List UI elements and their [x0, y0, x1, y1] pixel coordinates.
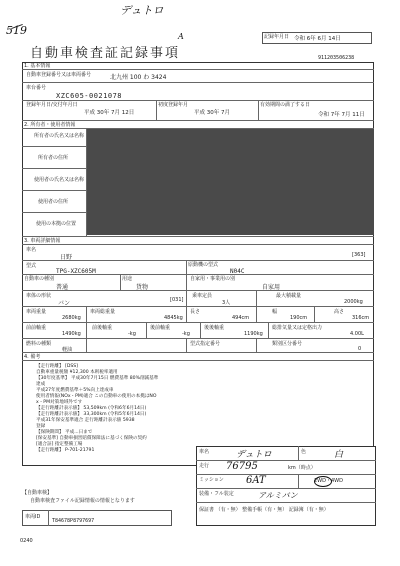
remark-line: x・PM対策地域外です	[36, 400, 83, 405]
engine-model-label: 原動機の型式	[188, 262, 219, 268]
user-name-label: 使用者の氏名又は名称	[34, 177, 85, 183]
height-value: 316cm	[352, 315, 370, 321]
sticker-mileage-unit: km（時点）	[288, 465, 316, 471]
vehicle-kind-value: 普通	[56, 284, 69, 291]
model-label: 型式	[26, 263, 37, 269]
maker-code: [363]	[352, 252, 366, 258]
width-value: 190cm	[290, 315, 308, 321]
displacement-value: 4.00L	[350, 331, 364, 337]
section3-heading: 3. 車両詳細情報	[24, 238, 61, 244]
footer-note-label: 【自動車検】	[22, 490, 53, 496]
front-rear-axle-value: -kg	[128, 331, 136, 337]
sticker-drive-value: 2WD・4WD	[314, 478, 343, 484]
rear-rear-axle-label: 後後軸重	[204, 325, 225, 331]
sticker-body-value: アルミバン	[258, 491, 298, 500]
private-business-label: 自家用・事業用の別	[190, 276, 236, 282]
sticker-options: 保証書 （有・無） 整備手帳（有・無） 記録簿（有・無）	[199, 507, 329, 513]
remark-line: 【走行距離】 [DSS]	[36, 364, 78, 369]
remark-line: 【保険期間】 平成...日まで	[36, 430, 93, 435]
section2-heading: 2. 所有者・使用者情報	[24, 122, 76, 128]
expiry-label: 有効期間の満了する日	[260, 102, 311, 108]
sticker-mission-value: 6AT	[246, 475, 266, 486]
capacity-label: 乗車定員	[192, 293, 213, 299]
base-location-label: 使用の本拠の位置	[36, 221, 77, 227]
section4-heading: 4. 備考	[24, 354, 41, 360]
private-business-value: 自家用	[262, 284, 281, 291]
model-value: TPG-XZC605M	[56, 268, 96, 275]
dealer-sticker	[196, 446, 376, 526]
remark-line: 【30年度基準】 平成30年7月15日 燃費基準 80%削減基準	[36, 376, 159, 381]
footer-note-text: 自動車検査ファイル記録情報の情報となります	[30, 498, 135, 504]
class-number-value: 0	[358, 346, 362, 352]
remark-line: 【走行距離計表示値】 33,300km (令和5年6月14日)	[36, 412, 147, 417]
page-code: 0240	[20, 538, 33, 544]
issue-date-value: 令和 6年 6月 14日	[294, 36, 341, 42]
vehicle-id-label: 車両ID	[25, 514, 41, 520]
section1-heading: 1. 基本情報	[24, 63, 51, 69]
gross-weight-value: 4845kg	[164, 315, 183, 321]
sticker-mileage-value: 76795	[226, 461, 258, 472]
maker-label: 車名	[26, 247, 37, 253]
sticker-color-label: 色	[301, 449, 307, 455]
maker-value: 日野	[60, 254, 73, 261]
registration-number-label: 自動車登録番号又は車両番号	[26, 72, 92, 78]
body-shape-label: 車体の形状	[26, 293, 52, 299]
body-shape-code: [031]	[170, 297, 184, 303]
front-front-axle-label: 前前軸重	[26, 325, 47, 331]
remark-line: 使用者情報(NOx・PM)適合 この自動車の使用の本拠はNO	[36, 394, 157, 399]
handwritten-model-note: デュトロ	[120, 4, 164, 17]
drive-circle-mark	[314, 476, 332, 487]
registration-date-value: 平成 30年 7月 12日	[84, 110, 135, 116]
handwritten-letter: A	[178, 32, 184, 41]
vehicle-id-box	[22, 510, 172, 526]
width-label: 幅	[272, 309, 278, 315]
sticker-mileage-label: 走行	[199, 463, 210, 469]
max-load-label: 最大積載量	[276, 293, 302, 299]
expiry-value: 令和 7年 7月 11日	[318, 112, 365, 118]
engine-model-value: N04C	[230, 268, 245, 275]
height-label: 高さ	[334, 309, 345, 315]
sticker-name-value: デュトロ	[236, 450, 272, 460]
owner-name-label: 所有者の氏名又は名称	[34, 133, 85, 139]
registration-number-value: 北九州 100 わ 3424	[110, 74, 167, 81]
document-title: 自動車検査証記録事項	[30, 46, 181, 61]
chassis-number-value: XZC605-0021078	[56, 92, 123, 100]
vehicle-kind-label: 自動車の種別	[24, 276, 55, 282]
displacement-label: 総排気量又は定格出力	[272, 325, 323, 331]
handwritten-number: 519	[6, 24, 27, 37]
issue-date-label: 記録年月日	[264, 34, 290, 40]
chassis-number-label: 車台番号	[26, 85, 47, 91]
vehicle-weight-label: 車両重量	[26, 309, 47, 315]
capacity-value: 3人	[222, 300, 231, 306]
sticker-mission-label: ミッション	[199, 477, 224, 483]
first-registration-value: 平成 30年 7月	[194, 110, 230, 116]
first-registration-label: 初度登録年月	[158, 102, 189, 108]
use-value: 貨物	[136, 284, 149, 291]
user-address-label: 使用者の住所	[38, 199, 69, 205]
sticker-color-value: 白	[334, 450, 344, 460]
vehicle-id-value: T84678P8797697	[52, 518, 95, 524]
remark-line: 登録	[36, 424, 46, 429]
class-number-label: 類別区分番号	[272, 341, 303, 347]
remark-line: [適合証] 指定整備工場	[36, 442, 83, 447]
remark-line: 平成31年保安基準適合 走行距離計表示値 5938	[36, 418, 135, 423]
front-rear-axle-label: 前後軸重	[92, 325, 113, 331]
remark-line: 【走行距離計表示値】 53,509km (令和6年6月14日)	[36, 406, 147, 411]
use-label: 用途	[122, 276, 133, 282]
rear-front-axle-value: -kg	[182, 331, 190, 337]
body-shape-value: バン	[58, 300, 71, 307]
length-value: 494cm	[232, 315, 250, 321]
document-number: 911203506238	[318, 55, 355, 61]
registration-date-label: 登録年月日/交付年月日	[26, 102, 78, 108]
vehicle-weight-value: 2680kg	[62, 315, 81, 321]
remark-line: 平成27年度燃費基準＋5%向上達成車	[36, 388, 114, 393]
sticker-body-label: 装備・フル装定	[199, 491, 234, 497]
max-load-value: 2000kg	[344, 299, 363, 305]
gross-weight-label: 車両総重量	[90, 309, 116, 315]
owner-address-label: 所有者の住所	[38, 155, 69, 161]
front-front-axle-value: 1490kg	[62, 331, 81, 337]
redacted-owner-info	[87, 129, 374, 235]
sticker-name-label: 車名	[199, 449, 210, 455]
rear-front-axle-label: 後前軸重	[150, 325, 171, 331]
length-label: 長さ	[190, 309, 201, 315]
remark-line: 達成	[36, 382, 46, 387]
rear-rear-axle-value: 1190kg	[244, 331, 263, 337]
remark-line: 自動車重量税額 ¥12,300 本則税率適用	[36, 370, 118, 375]
remark-line: 【走行距離】 P-701-21791	[36, 448, 95, 453]
remark-line: [保安基準] 自動車損害賠償保障法に基づく保険の契約	[36, 436, 147, 441]
fuel-type-label: 燃料の種類	[26, 341, 52, 347]
type-number-label: 型式指定番号	[190, 341, 221, 347]
fuel-type-value: 軽油	[62, 347, 73, 353]
